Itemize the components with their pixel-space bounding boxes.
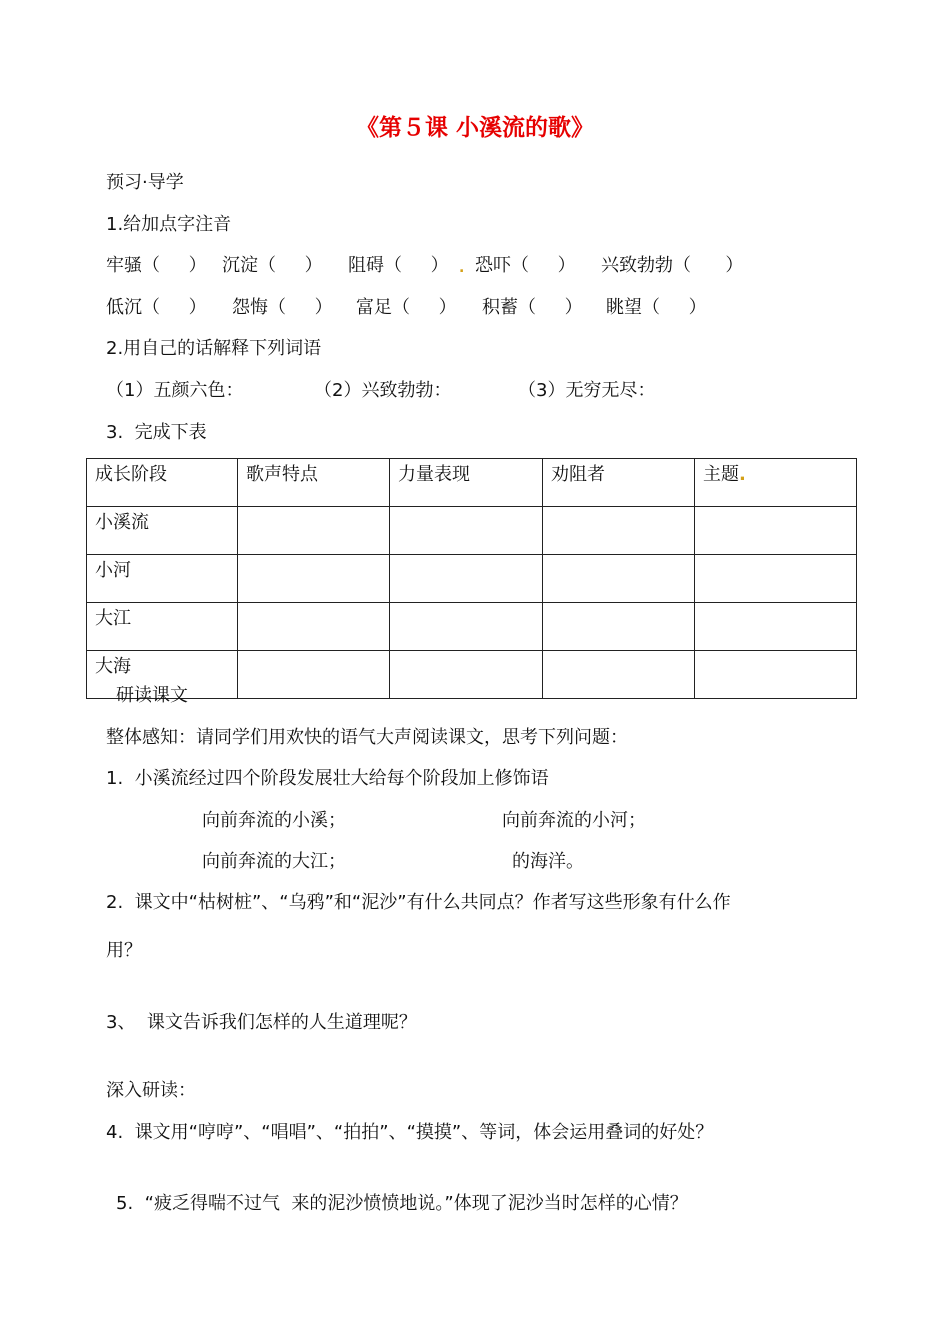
empty-cell[interactable] — [390, 651, 543, 699]
table-header-cell: 歌声特点 — [238, 459, 390, 507]
question-4: 4. 课文用“哼哼”、“唱唱”、“拍拍”、“摸摸”、等词，体会运用叠词的好处？ — [106, 1122, 714, 1143]
modifier-blank: 的海洋。 — [512, 851, 584, 872]
question-3: 3、 课文告诉我们怎样的人生道理呢？ — [106, 1012, 417, 1033]
table-header-cell: 劝阻者 — [543, 459, 695, 507]
row-label: 大江 — [87, 603, 238, 651]
pinyin-item: 兴致勃勃（ ） — [601, 255, 744, 276]
empty-cell[interactable] — [238, 651, 390, 699]
question-2-continued: 用？ — [106, 940, 142, 961]
table-header-row — [87, 459, 857, 507]
pinyin-item: 积蓄（ ） — [482, 297, 583, 318]
pinyin-item: 恐吓（ ） — [475, 255, 576, 276]
empty-cell[interactable] — [390, 507, 543, 555]
q2-item: （1）五颜六色： — [106, 380, 244, 401]
pinyin-item: 眺望（ ） — [606, 297, 707, 318]
emphasis-dot-mark: . — [459, 260, 465, 276]
q2-item: （2）兴致勃勃： — [314, 380, 452, 401]
table-row — [87, 603, 857, 651]
question-1: 1. 小溪流经过四个阶段发展壮大给每个阶段加上修饰语 — [106, 768, 549, 789]
empty-cell[interactable] — [543, 603, 695, 651]
page-title: 《第５课 小溪流的歌》 — [355, 115, 594, 141]
empty-cell[interactable] — [543, 555, 695, 603]
pinyin-item: 低沉（ ） — [106, 297, 207, 318]
q2-item: （3）无穷无尽： — [518, 380, 656, 401]
empty-cell[interactable] — [390, 603, 543, 651]
q1-heading: 1.给加点字注音 — [106, 214, 232, 235]
question-2: 2. 课文中“枯树桩”、“乌鸦”和“泥沙”有什么共同点？作者写这些形象有什么作 — [106, 892, 731, 913]
pinyin-item: 阻碍（ ） — [348, 255, 449, 276]
table-header-cell: 力量表现 — [390, 459, 543, 507]
deep-study-heading: 深入研读： — [106, 1080, 196, 1101]
overall-instruction: 整体感知：请同学们用欢快的语气大声阅读课文，思考下列问题： — [106, 727, 628, 748]
question-5: 5. “疲乏得喘不过气 来的泥沙愤愤地说。”体现了泥沙当时怎样的心情？ — [116, 1193, 688, 1214]
empty-cell[interactable] — [238, 555, 390, 603]
empty-cell[interactable] — [238, 603, 390, 651]
empty-cell[interactable] — [543, 507, 695, 555]
preview-heading: 预习·导学 — [106, 172, 184, 193]
row-label: 小溪流 — [87, 507, 238, 555]
table-row — [87, 651, 857, 699]
pinyin-item: 怨悔（ ） — [232, 297, 333, 318]
growth-stage-table — [86, 458, 857, 699]
empty-cell[interactable] — [238, 507, 390, 555]
empty-cell[interactable] — [390, 555, 543, 603]
table-header-cell: 主题. — [695, 459, 857, 507]
table-header-cell: 成长阶段 — [87, 459, 238, 507]
pinyin-item: 沉淀（ ） — [222, 255, 323, 276]
modifier-blank: 向前奔流的小溪； — [202, 810, 346, 831]
empty-cell[interactable] — [695, 603, 857, 651]
pinyin-item: 牢骚（ ） — [106, 255, 207, 276]
modifier-blank: 向前奔流的大江； — [202, 851, 346, 872]
modifier-blank: 向前奔流的小河； — [502, 810, 646, 831]
empty-cell[interactable] — [543, 651, 695, 699]
empty-cell[interactable] — [695, 651, 857, 699]
pinyin-item: 富足（ ） — [356, 297, 457, 318]
row-label: 小河 — [87, 555, 238, 603]
emphasis-dot-mark: . — [739, 464, 746, 485]
table-row — [87, 555, 857, 603]
table-row — [87, 507, 857, 555]
q2-heading: 2.用自己的话解释下列词语 — [106, 338, 322, 359]
q3-heading: 3. 完成下表 — [106, 422, 207, 443]
row-label: 大海 — [87, 651, 238, 699]
empty-cell[interactable] — [695, 507, 857, 555]
study-heading: 研读课文 — [116, 685, 188, 706]
empty-cell[interactable] — [695, 555, 857, 603]
